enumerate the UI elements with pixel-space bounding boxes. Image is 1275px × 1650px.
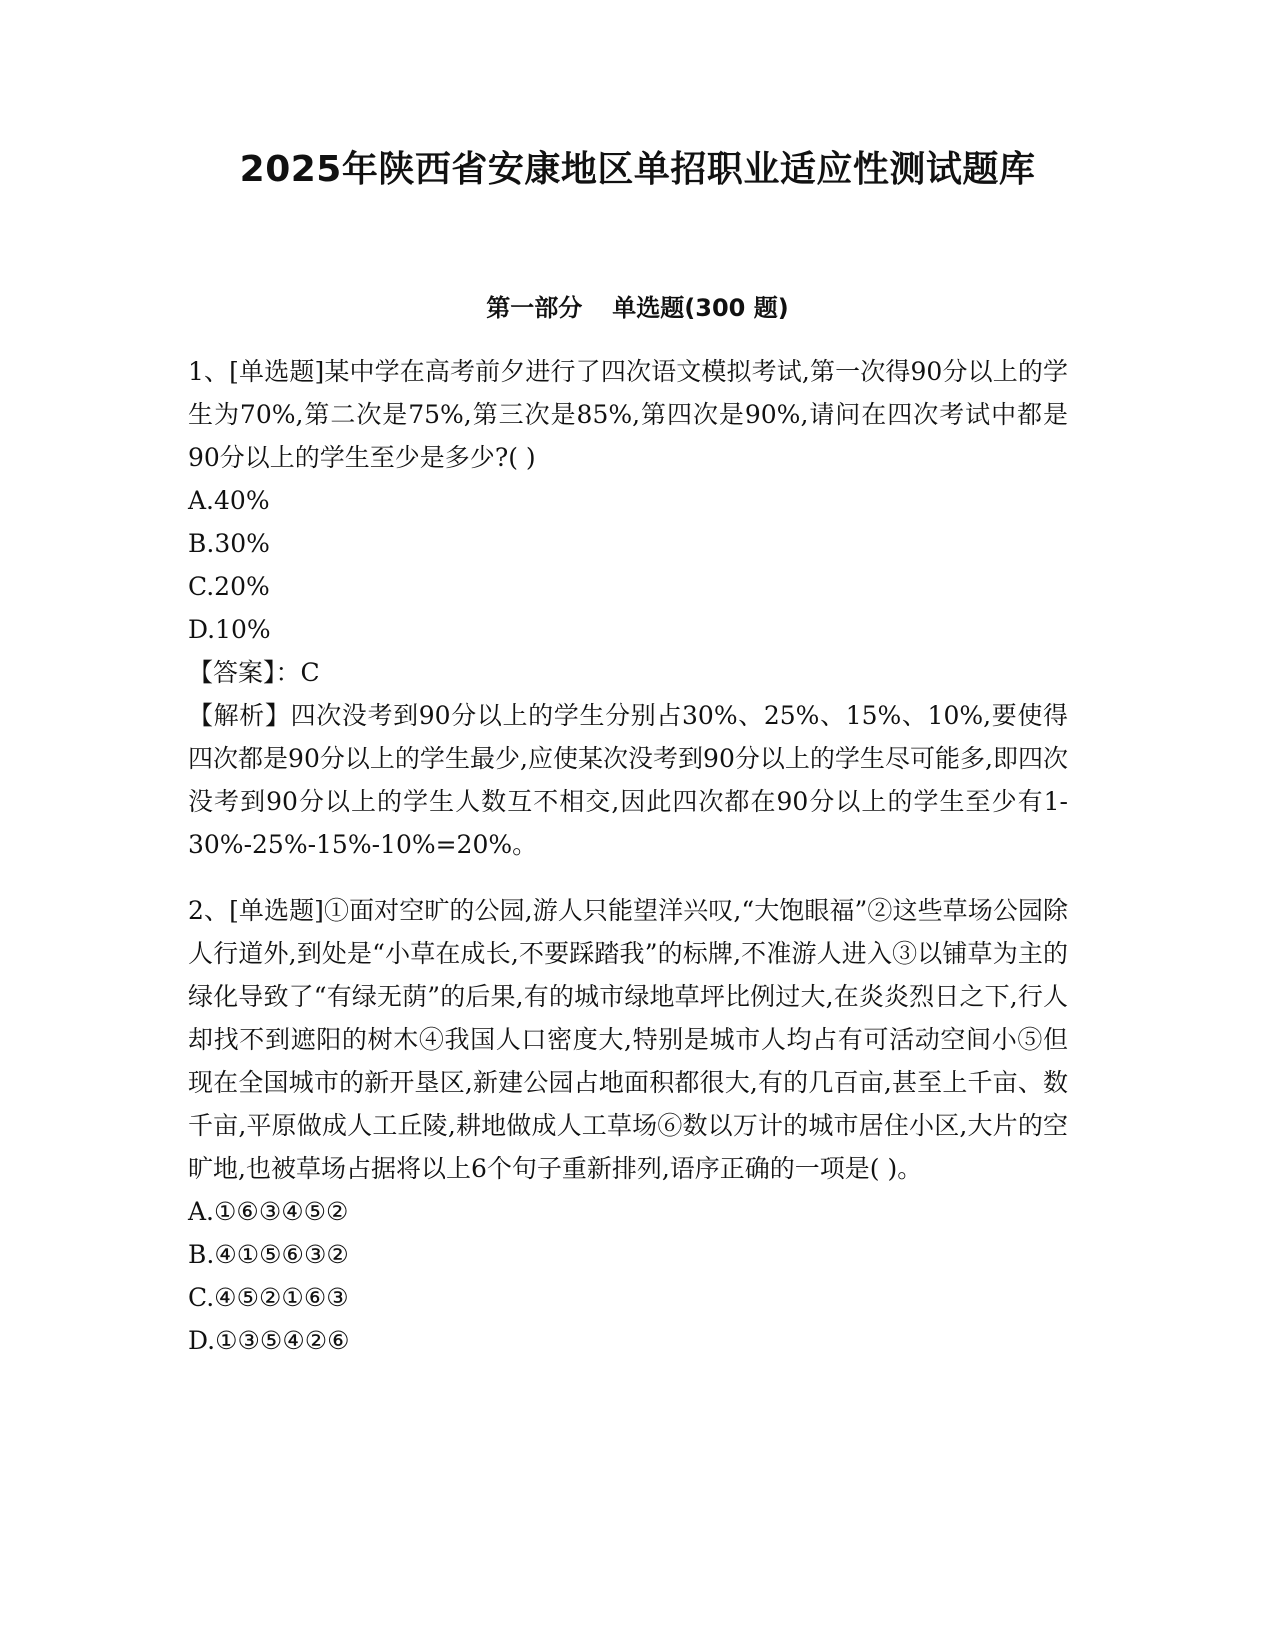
section-name: 单选题(300 题) xyxy=(612,294,789,322)
option-c: C.④⑤②①⑥③ xyxy=(188,1283,349,1312)
question-item xyxy=(188,889,1068,1362)
option-d: D.10% xyxy=(188,615,271,644)
document-title: 2025年陕西省安康地区单招职业适应性测试题库 xyxy=(239,149,1036,190)
analysis: 【解析】四次没考到90分以上的学生分别占30%、25%、15%、10%,要使得四次都是90分以上的学生最少,应使某次没考到90分以上的学生尽可能多,即四次没考到90分以上的学生人数互不相交,因此四次都在90分以上的学生至少有1-30%-25%-15%-10%=20%。 xyxy=(188,701,1068,859)
answer: 【答案】：C xyxy=(188,658,320,687)
question-stem: 1、[单选题]某中学在高考前夕进行了四次语文模拟考试,第一次得90分以上的学生为70%,第二次是75%,第三次是85%,第四次是90%,请问在四次考试中都是90分以上的学生至少是多少?( ) xyxy=(188,357,1068,472)
section-heading xyxy=(0,292,1275,324)
section-part: 第一部分 xyxy=(486,294,583,322)
option-a: A.40% xyxy=(188,486,270,515)
option-a: A.①⑥③④⑤② xyxy=(188,1197,349,1226)
option-d: D.①③⑤④②⑥ xyxy=(188,1326,350,1355)
question-item xyxy=(188,350,1068,866)
question-stem: 2、[单选题]①面对空旷的公园,游人只能望洋兴叹,“大饱眼福”②这些草场公园除人行道外,到处是“小草在成长,不要踩踏我”的标牌,不准游人进入③以铺草为主的绿化导致了“有绿无荫”的后果,有的城市绿地草坪比例过大,在炎炎烈日之下,行人却找不到遮阳的树木④我国人口密度大,特别是城市人均占有可活动空间小⑤但现在全国城市的新开垦区,新建公园占地面积都很大,有的几百亩,甚至上千亩、数千亩,平原做成人工丘陵,耕地做成人工草场⑥数以万计的城市居住小区,大片的空旷地,也被草场占据将以上6个句子重新排列,语序正确的一项是( )。 xyxy=(188,896,1068,1183)
option-c: C.20% xyxy=(188,572,270,601)
option-b: B.30% xyxy=(188,529,270,558)
question-list xyxy=(188,350,1068,1362)
option-b: B.④①⑤⑥③② xyxy=(188,1240,349,1269)
